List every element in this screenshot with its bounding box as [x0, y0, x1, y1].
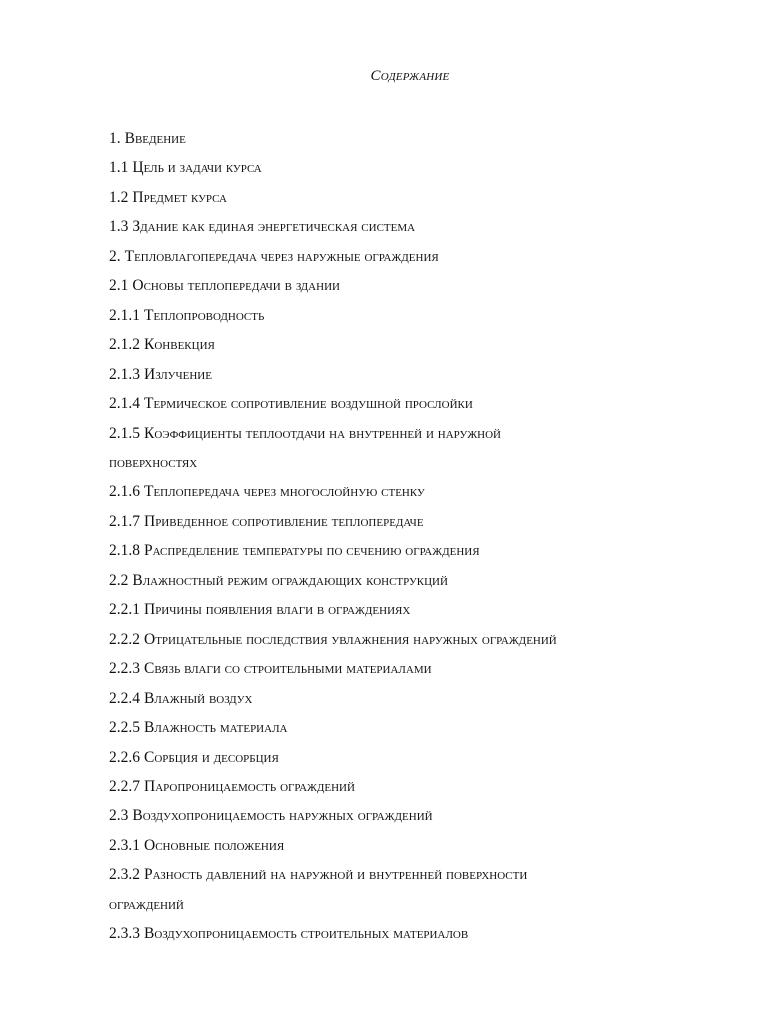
toc-entry-text: Цель и задачи курса	[132, 159, 262, 177]
toc-entry	[109, 242, 709, 271]
toc-entry	[109, 212, 709, 241]
toc-entry-text: Воздухопроницаемость наружных ограждений	[132, 807, 433, 825]
toc-entry-text: Тепловлагопередача через наружные ограждения	[124, 247, 439, 265]
toc-entry-number: 2.1	[109, 277, 129, 295]
toc-entry-text: Основные положения	[144, 836, 285, 854]
toc-entry-text: Влажный воздух	[144, 689, 253, 707]
toc-entry	[109, 183, 709, 212]
toc-entry	[109, 360, 709, 389]
toc-entry	[109, 153, 709, 182]
toc-entry-text: Сорбция и десорбция	[144, 748, 279, 766]
toc-entry-number: 2.3.1	[109, 836, 140, 854]
toc-entry	[109, 860, 709, 889]
table-of-contents	[109, 124, 709, 949]
toc-entry-number: 2.1.3	[109, 365, 140, 383]
toc-entry-text: Воздухопроницаемость строительных материалов	[144, 925, 469, 943]
toc-entry-text: ограждений	[109, 895, 184, 913]
toc-entry	[109, 330, 709, 359]
toc-entry-text: Введение	[124, 130, 186, 147]
toc-entry-text: Здание как единая энергетическая система	[132, 218, 416, 236]
toc-entry	[109, 419, 709, 448]
toc-entry	[109, 801, 709, 830]
toc-entry	[109, 389, 709, 418]
toc-entry	[109, 566, 709, 595]
toc-entry-text: Разность давлений на наружной и внутренней поверхности	[144, 866, 528, 884]
toc-entry-number: 2.2.7	[109, 777, 140, 795]
toc-entry-number: 2.2.1	[109, 601, 140, 619]
toc-entry-number: 1.3	[109, 218, 129, 236]
toc-entry	[109, 448, 709, 477]
toc-entry-text: Теплопередача через многослойную стенку	[144, 483, 425, 501]
toc-entry-text: Влажность материала	[144, 719, 288, 737]
toc-entry	[109, 595, 709, 624]
toc-entry	[109, 477, 709, 506]
toc-entry	[109, 301, 709, 330]
toc-entry-text: поверхностях	[109, 453, 198, 471]
toc-entry-text: Связь влаги со строительными материалами	[144, 660, 432, 678]
toc-entry	[109, 831, 709, 860]
toc-entry-number: 1.	[109, 130, 121, 147]
toc-entry-text: Причины появления влаги в ограждениях	[144, 601, 411, 619]
toc-entry-number: 2.1.6	[109, 483, 140, 501]
toc-entry-text: Отрицательные последствия увлажнения наружных ограждений	[144, 630, 557, 648]
toc-entry-number: 2.3.2	[109, 866, 140, 884]
toc-entry-number: 2.2.4	[109, 689, 140, 707]
toc-entry-number: 1.2	[109, 188, 129, 206]
toc-entry-text: Основы теплопередачи в здании	[132, 277, 340, 295]
toc-entry-number: 2.2.3	[109, 660, 140, 678]
toc-entry-number: 2.1.7	[109, 512, 140, 530]
toc-entry	[109, 684, 709, 713]
toc-entry	[109, 271, 709, 300]
toc-entry-number: 2.	[109, 247, 121, 265]
toc-entry-number: 2.3.3	[109, 925, 140, 943]
toc-entry-number: 2.2.2	[109, 630, 140, 648]
toc-entry	[109, 890, 709, 919]
toc-entry	[109, 124, 709, 153]
toc-entry-text: Распределение температуры по сечению ограждения	[144, 542, 480, 560]
toc-entry-text: Влажностный режим ограждающих конструкций	[132, 571, 448, 589]
toc-entry	[109, 625, 709, 654]
toc-entry-text: Коэффициенты теплоотдачи на внутренней и наружной	[144, 424, 502, 442]
toc-entry-text: Конвекция	[144, 336, 215, 354]
toc-entry-text: Излучение	[144, 365, 212, 383]
toc-entry	[109, 919, 709, 948]
toc-entry-number: 2.1.5	[109, 424, 140, 442]
toc-entry-text: Теплопроводность	[144, 306, 265, 324]
toc-entry	[109, 743, 709, 772]
toc-entry	[109, 713, 709, 742]
toc-entry-number: 2.1.2	[109, 336, 140, 354]
toc-entry	[109, 772, 709, 801]
toc-entry-number: 2.1.8	[109, 542, 140, 560]
toc-entry-text: Предмет курса	[132, 188, 227, 206]
toc-entry-number: 1.1	[109, 159, 129, 177]
page-title: Содержание	[370, 68, 450, 84]
toc-entry-text: Приведенное сопротивление теплопередаче	[144, 512, 424, 530]
toc-entry	[109, 654, 709, 683]
toc-entry-text: Паропроницаемость ограждений	[144, 777, 355, 795]
toc-entry-number: 2.2.6	[109, 748, 140, 766]
toc-entry	[109, 507, 709, 536]
toc-entry-text: Термическое сопротивление воздушной прослойки	[144, 395, 473, 413]
toc-entry-number: 2.2.5	[109, 719, 140, 737]
toc-entry-number: 2.3	[109, 807, 129, 825]
toc-entry-number: 2.2	[109, 571, 129, 589]
toc-entry	[109, 536, 709, 565]
toc-entry-number: 2.1.4	[109, 395, 140, 413]
toc-entry-number: 2.1.1	[109, 306, 140, 324]
